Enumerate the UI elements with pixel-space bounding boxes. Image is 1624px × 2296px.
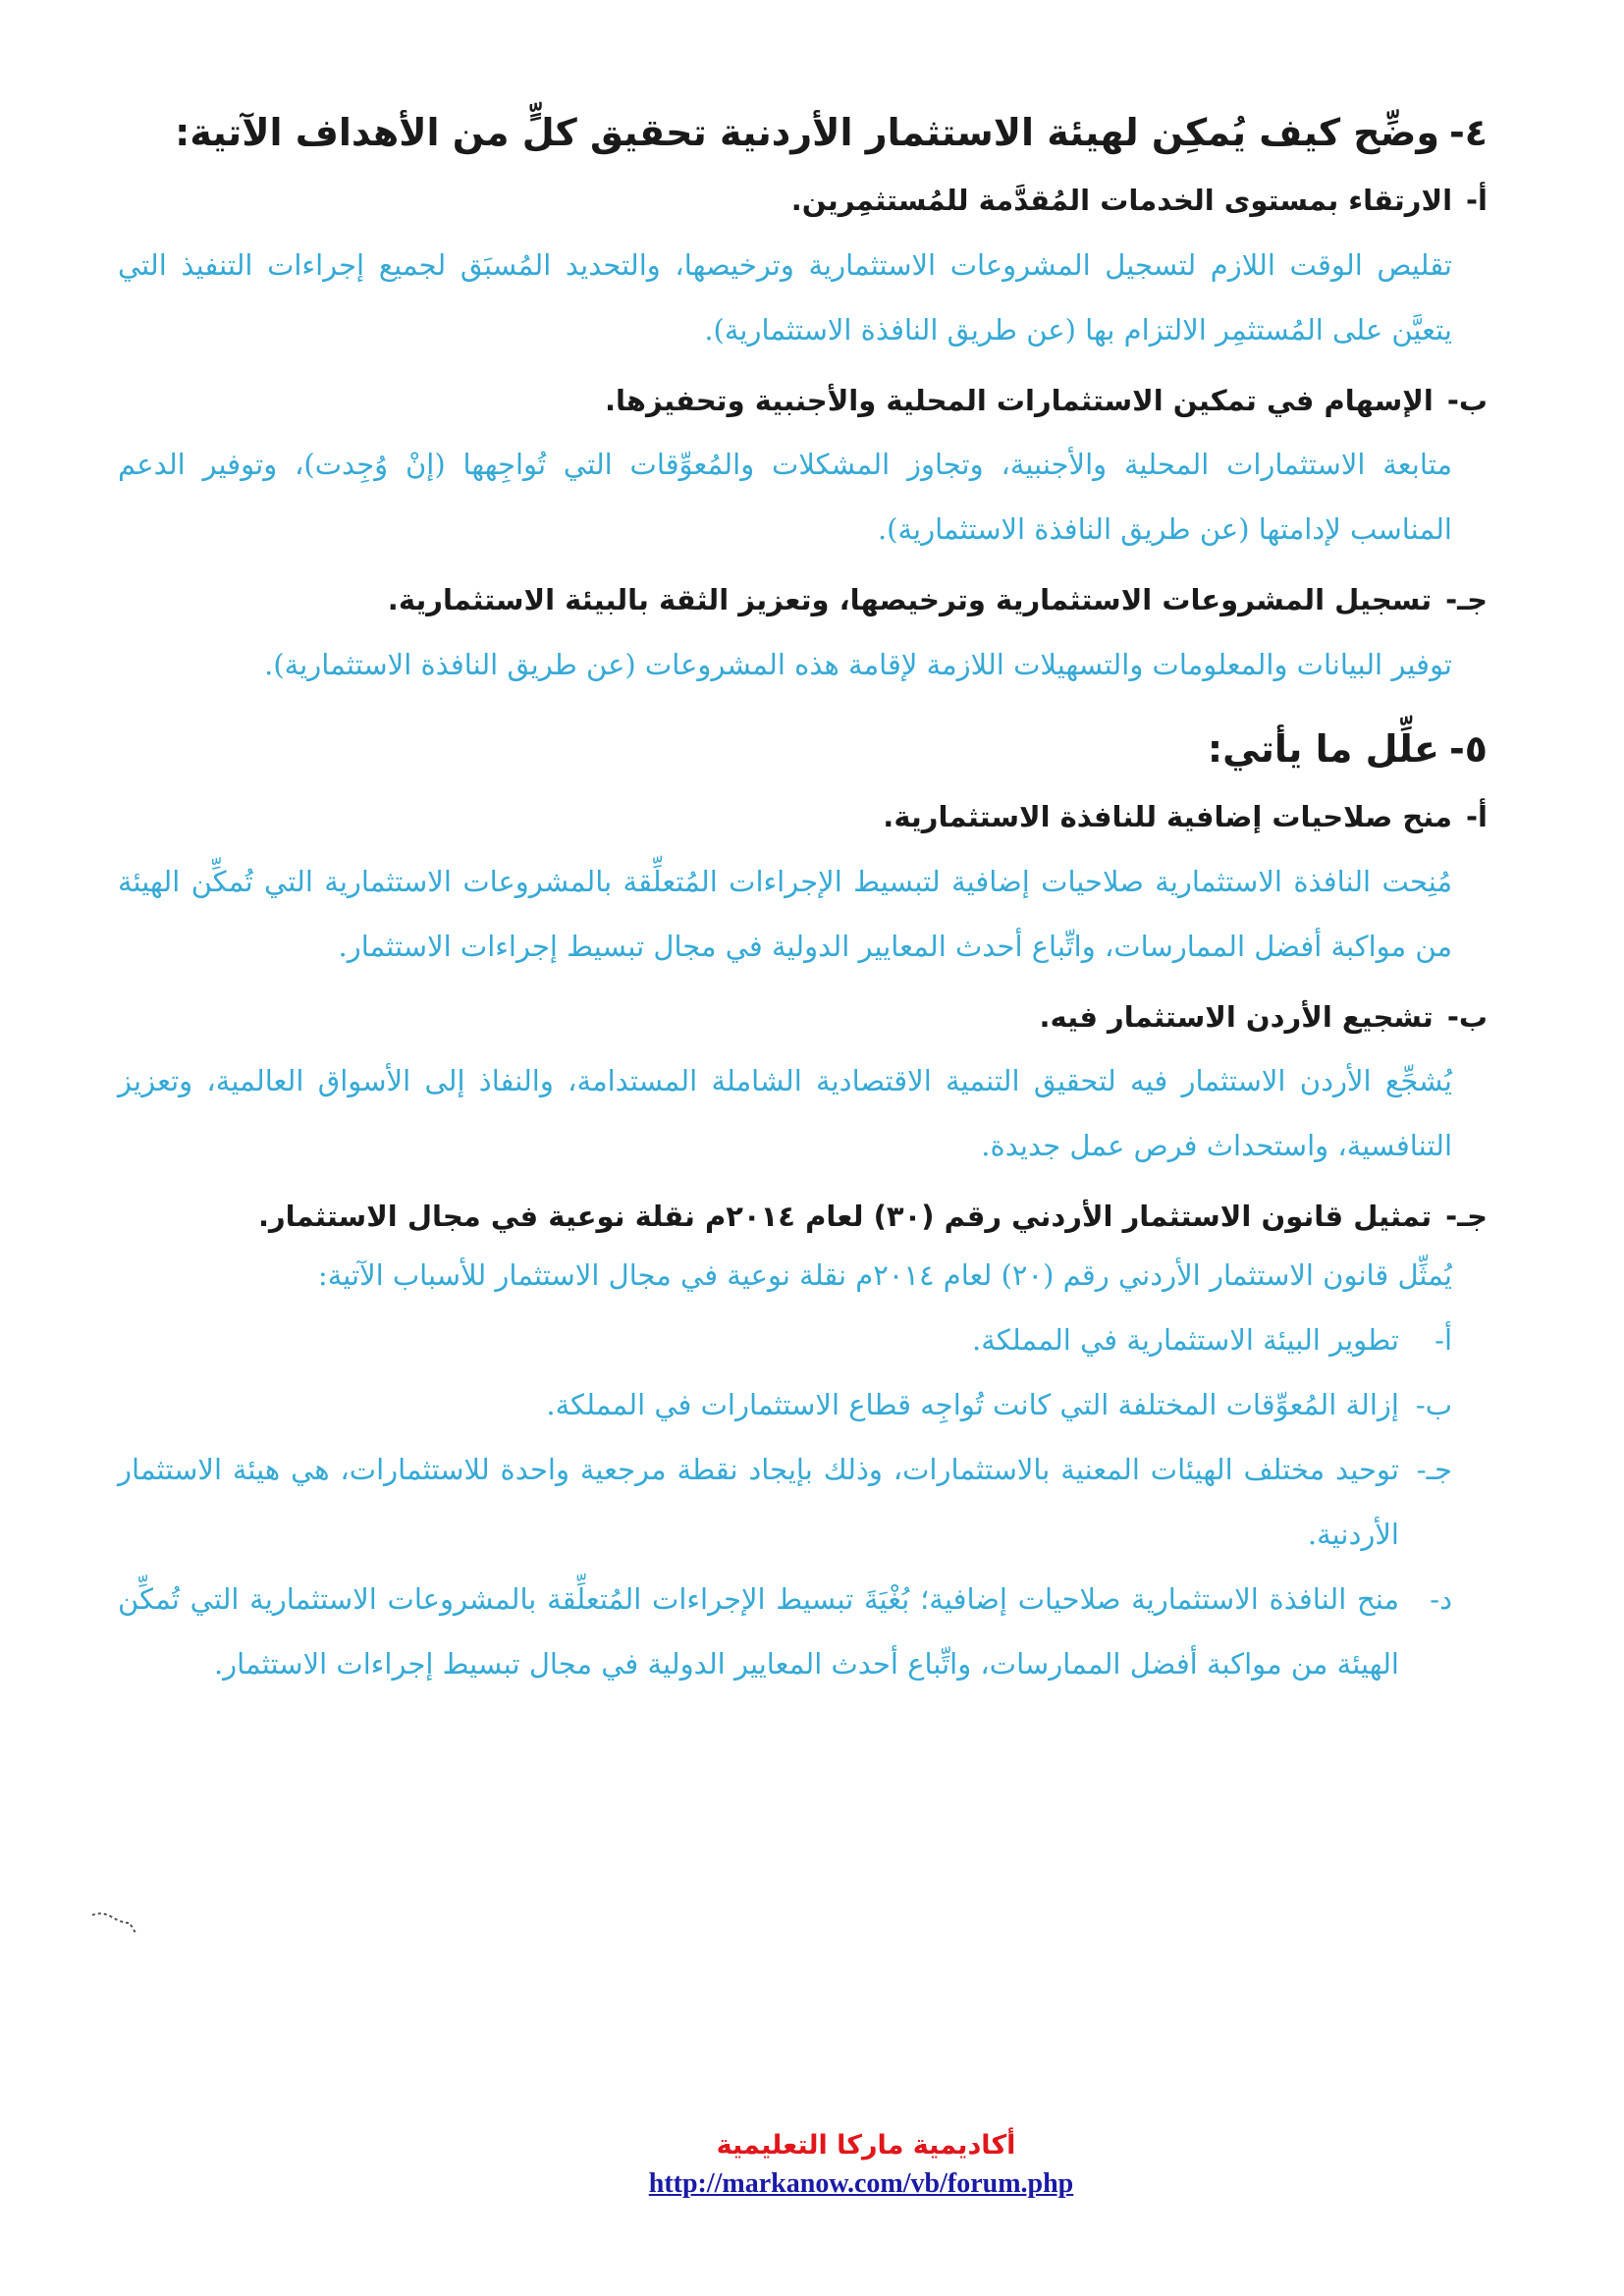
sub-question [118, 579, 1488, 622]
forum-link[interactable]: http://markanow.com/vb/forum.php [648, 2168, 1074, 2199]
reason-item [118, 1308, 1488, 1372]
question-5-item-c [118, 1196, 1488, 1696]
reason-letter: ب- [1415, 1387, 1452, 1421]
reason-letter: أ- [1435, 1322, 1452, 1357]
question-5-item-b [118, 996, 1488, 1179]
sub-question [118, 996, 1488, 1040]
reason-letter: د- [1430, 1581, 1452, 1616]
reason-text: توحيد مختلف الهيئات المعنية بالاستثمارات، وذلك بإيجاد نقطة مرجعية واحدة للاستثمارات، هي هيئة الاستثمار الأردنية. [118, 1452, 1399, 1551]
sub-question-text: الإسهام في تمكين الاستثمارات المحلية والأجنبية وتحفيزها. [605, 383, 1434, 417]
answer-text: متابعة الاستثمارات المحلية والأجنبية، وتجاوز المشكلات والمُعوِّقات التي تُواجِهها (إنْ وُجِدت)، وتوفير الدعم المناسب لإدامتها (عن طريق النافذة الاستثمارية). [118, 448, 1452, 547]
sub-question-text: تسجيل المشروعات الاستثمارية وترخيصها، وتعزيز الثقة بالبيئة الاستثمارية. [387, 583, 1433, 617]
academy-name: أكاديمية ماركا التعليمية [716, 2130, 1016, 2161]
reason-text: منح النافذة الاستثمارية صلاحيات إضافية؛ بُغْيَةَ تبسيط الإجراءات المُتعلِّقة بالمشروعات الاستثمارية التي تُمكِّن الهيئة من مواكبة أفضل الممارسات، واتِّباع أحدث المعايير الدولية في مجال تبسيط إجراءات الاستثمار. [118, 1581, 1399, 1681]
reason-item [118, 1437, 1488, 1567]
answer-lead-text: يُمثِّل قانون الاستثمار الأردني رقم (٢٠) لعام ٢٠١٤م نقلة نوعية في مجال الاستثمار للأسباب الآتية: [317, 1257, 1452, 1292]
question-4-heading [118, 108, 1488, 158]
question-4-item-a [118, 180, 1488, 362]
reason-letter: جـ- [1416, 1452, 1452, 1486]
sub-question-letter: أ- [1466, 800, 1488, 834]
answer-text: يُشجِّع الأردن الاستثمار فيه لتحقيق التنمية الاقتصادية الشاملة المستدامة، والنفاذ إلى الأسواق العالمية، وتعزيز التنافسية، واستحداث فرص عمل جديدة. [118, 1064, 1452, 1163]
scribble-mark [90, 1909, 139, 1939]
sub-question [118, 380, 1488, 423]
reason-item [118, 1567, 1488, 1696]
question-4-title: وضِّح كيف يُمكِن لهيئة الاستثمار الأردنية تحقيق كلٍّ من الأهداف الآتية: [175, 111, 1440, 154]
reason-item [118, 1372, 1488, 1437]
question-5-heading [118, 724, 1488, 774]
question-4-item-b [118, 380, 1488, 562]
sub-question [118, 1196, 1488, 1239]
question-5-title: علِّل ما يأتي: [1207, 726, 1440, 771]
answer-text: تقليص الوقت اللازم لتسجيل المشروعات الاستثمارية وترخيصها، والتحديد المُسبَق لجميع إجراءات التنفيذ التي يتعيَّن على المُستثمِر الالتزام بها (عن طريق النافذة الاستثمارية). [118, 247, 1452, 347]
sub-question-letter: جـ- [1445, 583, 1488, 617]
reason-text: تطوير البيئة الاستثمارية في المملكة. [972, 1322, 1399, 1357]
sub-question-text: تمثيل قانون الاستثمار الأردني رقم (٣٠) لعام ٢٠١٤م نقلة نوعية في مجال الاستثمار. [257, 1200, 1433, 1234]
sub-question-text: تشجيع الأردن الاستثمار فيه. [1039, 999, 1434, 1034]
answer-text: مُنِحت النافذة الاستثمارية صلاحيات إضافية لتبسيط الإجراءات المُتعلِّقة بالمشروعات الاستثمارية التي تُمكِّن الهيئة من مواكبة أفضل الممارسات، واتِّباع أحدث المعايير الدولية في مجال تبسيط إجراءات الاستثمار. [118, 864, 1452, 963]
sub-question-letter: جـ- [1445, 1200, 1488, 1234]
question-4-number: ٤- [1449, 111, 1488, 154]
question-5-item-a [118, 796, 1488, 979]
question-4-item-c [118, 579, 1488, 697]
document-page [118, 108, 1488, 1702]
sub-question [118, 180, 1488, 223]
answer-text: توفير البيانات والمعلومات والتسهيلات اللازمة لإقامة هذه المشروعات (عن طريق النافذة الاستثمارية). [264, 647, 1452, 681]
sub-question-letter: ب- [1446, 999, 1488, 1034]
sub-question-letter: أ- [1466, 184, 1488, 218]
sub-question [118, 796, 1488, 839]
page-footer [0, 2130, 1624, 2200]
sub-question-text: منح صلاحيات إضافية للنافذة الاستثمارية. [883, 800, 1453, 834]
question-5-number: ٥- [1449, 726, 1488, 771]
reason-text: إزالة المُعوِّقات المختلفة التي كانت تُواجِه قطاع الاستثمارات في المملكة. [546, 1387, 1399, 1421]
sub-question-letter: ب- [1446, 383, 1488, 417]
sub-question-text: الارتقاء بمستوى الخدمات المُقدَّمة للمُستثمِرين. [790, 184, 1453, 218]
